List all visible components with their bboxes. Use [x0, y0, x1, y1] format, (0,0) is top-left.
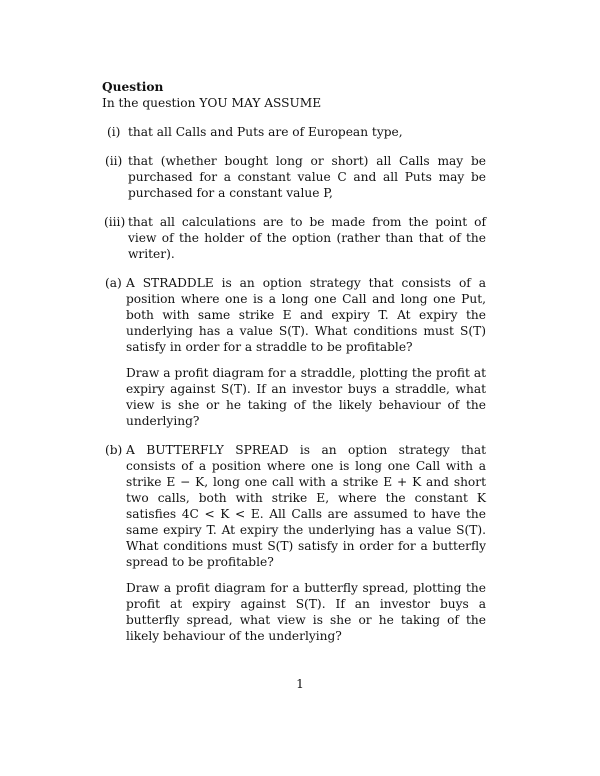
part-b-paragraph-2: Draw a profit diagram for a butterfly spread, plotting the profit at expiry against S(T). If an investor buys a butterfly spread, what view is she or he taking of the likely behaviour of the underlying?: [126, 581, 486, 643]
assumption-label: (ii): [105, 154, 123, 168]
assumption-iii: [102, 214, 486, 262]
part-a-paragraph-2: Draw a profit diagram for a straddle, plotting the profit at expiry against S(T). If an investor buys a straddle, what view is she or he taking of the likely behaviour of the underlying?: [126, 366, 486, 428]
assumption-i: [102, 124, 486, 140]
page-number: 1: [296, 677, 304, 691]
part-a: [102, 275, 486, 429]
part-a-paragraph-1: A STRADDLE is an option strategy that consists of a position where one is a long one Call and long one Put, both with same strike E and expiry T. At expiry the underlying has a value S(T). What conditions must S(T) satisfy in order for a straddle to be profitable?: [126, 276, 486, 354]
part-b: [102, 442, 486, 644]
part-label: (b): [105, 443, 123, 457]
question-intro: In the question YOU MAY ASSUME: [102, 96, 322, 110]
assumption-text: that all Calls and Puts are of European type,: [128, 125, 403, 139]
question-block: [102, 79, 486, 657]
assumption-label: (iii): [104, 215, 126, 229]
question-title: Question: [102, 80, 164, 94]
part-label: (a): [105, 276, 122, 290]
assumption-text: that all calculations are to be made from the point of view of the holder of the option (rather than that of the writer).: [128, 215, 486, 261]
assumption-ii: [102, 153, 486, 201]
assumption-label: (i): [107, 125, 121, 139]
assumption-text: that (whether bought long or short) all Calls may be purchased for a constant value C and all Puts may be purchased for a constant value P,: [128, 154, 486, 200]
part-b-paragraph-1: A BUTTERFLY SPREAD is an option strategy that consists of a position where one is long one Call with a strike E − K, long one call with a strike E + K and short two calls, both with strike E, where the constant K satisfies 4C < K < E. All Calls are assumed to have the same expiry T. At expiry the underlying has a value S(T). What conditions must S(T) satisfy in order for a butterfly spread to be profitable?: [126, 443, 486, 569]
